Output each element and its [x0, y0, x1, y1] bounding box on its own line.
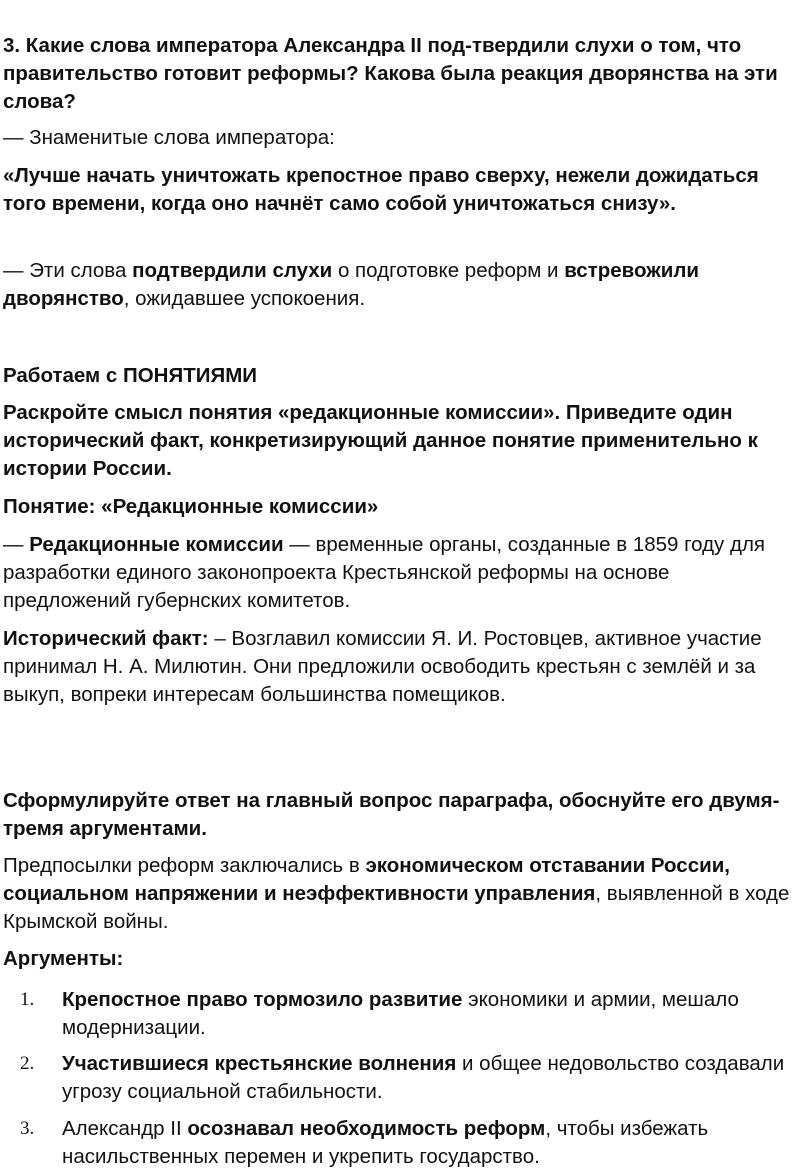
bold-text: осознавал необходимость реформ — [187, 1117, 546, 1140]
arguments-heading: Аргументы: — [3, 947, 124, 970]
list-text — [62, 1050, 796, 1106]
list-text — [62, 986, 796, 1042]
question-3-answer — [3, 257, 796, 313]
text: — — [3, 533, 30, 556]
bold-text: Редакционные комиссии — [29, 533, 284, 556]
bold-text: экономическом отставании России, социальном напряжении и неэффективности управления — [3, 854, 730, 905]
bold-text: подтвердили слухи — [132, 259, 333, 282]
text: , выявленной в ходе Крымской войны. — [3, 882, 790, 933]
main-question-task: Сформулируйте ответ на главный вопрос параграфа, обоснуйте его двумя-тремя аргументами. — [3, 789, 780, 840]
fact-label: Исторический факт: — [3, 627, 209, 650]
text: , чтобы избежать насильственных перемен и укрепить государство. — [62, 1117, 709, 1168]
main-question-answer — [3, 852, 796, 936]
text: — временные органы, созданные в 1859 году для разработки единого законопроекта Крестьянской реформы на основе предложений губернских комитетов. — [3, 533, 766, 612]
bold-text: встревожили дворянство — [3, 259, 700, 310]
list-number: 1. — [20, 989, 35, 1010]
list-number: 3. — [20, 1118, 35, 1139]
text: — Эти слова — [3, 259, 133, 282]
term-definition — [3, 531, 796, 615]
bold-text: Участившиеся крестьянские волнения — [62, 1052, 457, 1075]
quote-intro: — Знаменитые слова императора: — [3, 126, 335, 149]
bold-text: Крепостное право тормозило развитие — [62, 988, 463, 1011]
concepts-task: Раскройте смысл понятия «редакционные комиссии». Приведите один исторический факт, конкретизирующий данное понятие применительно к истории России. — [3, 401, 758, 480]
text: и общее недовольство создавали угрозу социальной стабильности. — [62, 1052, 785, 1103]
term-label: Понятие: «Редакционные комиссии» — [3, 495, 379, 518]
text: экономики и армии, мешало модернизации. — [62, 988, 739, 1039]
historical-fact — [3, 625, 796, 709]
text: – Возглавил комиссии Я. И. Ростовцев, активное участие принимал Н. А. Милютин. Они предложили освободить крестьян с землёй и за выкуп, вопреки интересам большинства помещиков. — [3, 627, 762, 706]
text: Предпосылки реформ заключались в — [3, 854, 366, 877]
text: Александр II — [62, 1117, 188, 1140]
emperor-quote: «Лучше начать уничтожать крепостное право сверху, нежели дожидаться того времени, когда оно начнёт само собой уничтожаться снизу». — [3, 164, 759, 215]
list-number: 2. — [20, 1053, 35, 1074]
concepts-heading: Работаем с ПОНЯТИЯМИ — [3, 364, 258, 387]
list-text — [62, 1115, 796, 1171]
text: , ожидавшее успокоения. — [123, 287, 366, 310]
text: о подготовке реформ и — [332, 259, 565, 282]
question-3-title: 3. Какие слова императора Александра II под-твердили слухи о том, что правительство готовит реформы? Какова была реакция дворянства на эти слова? — [3, 34, 778, 113]
